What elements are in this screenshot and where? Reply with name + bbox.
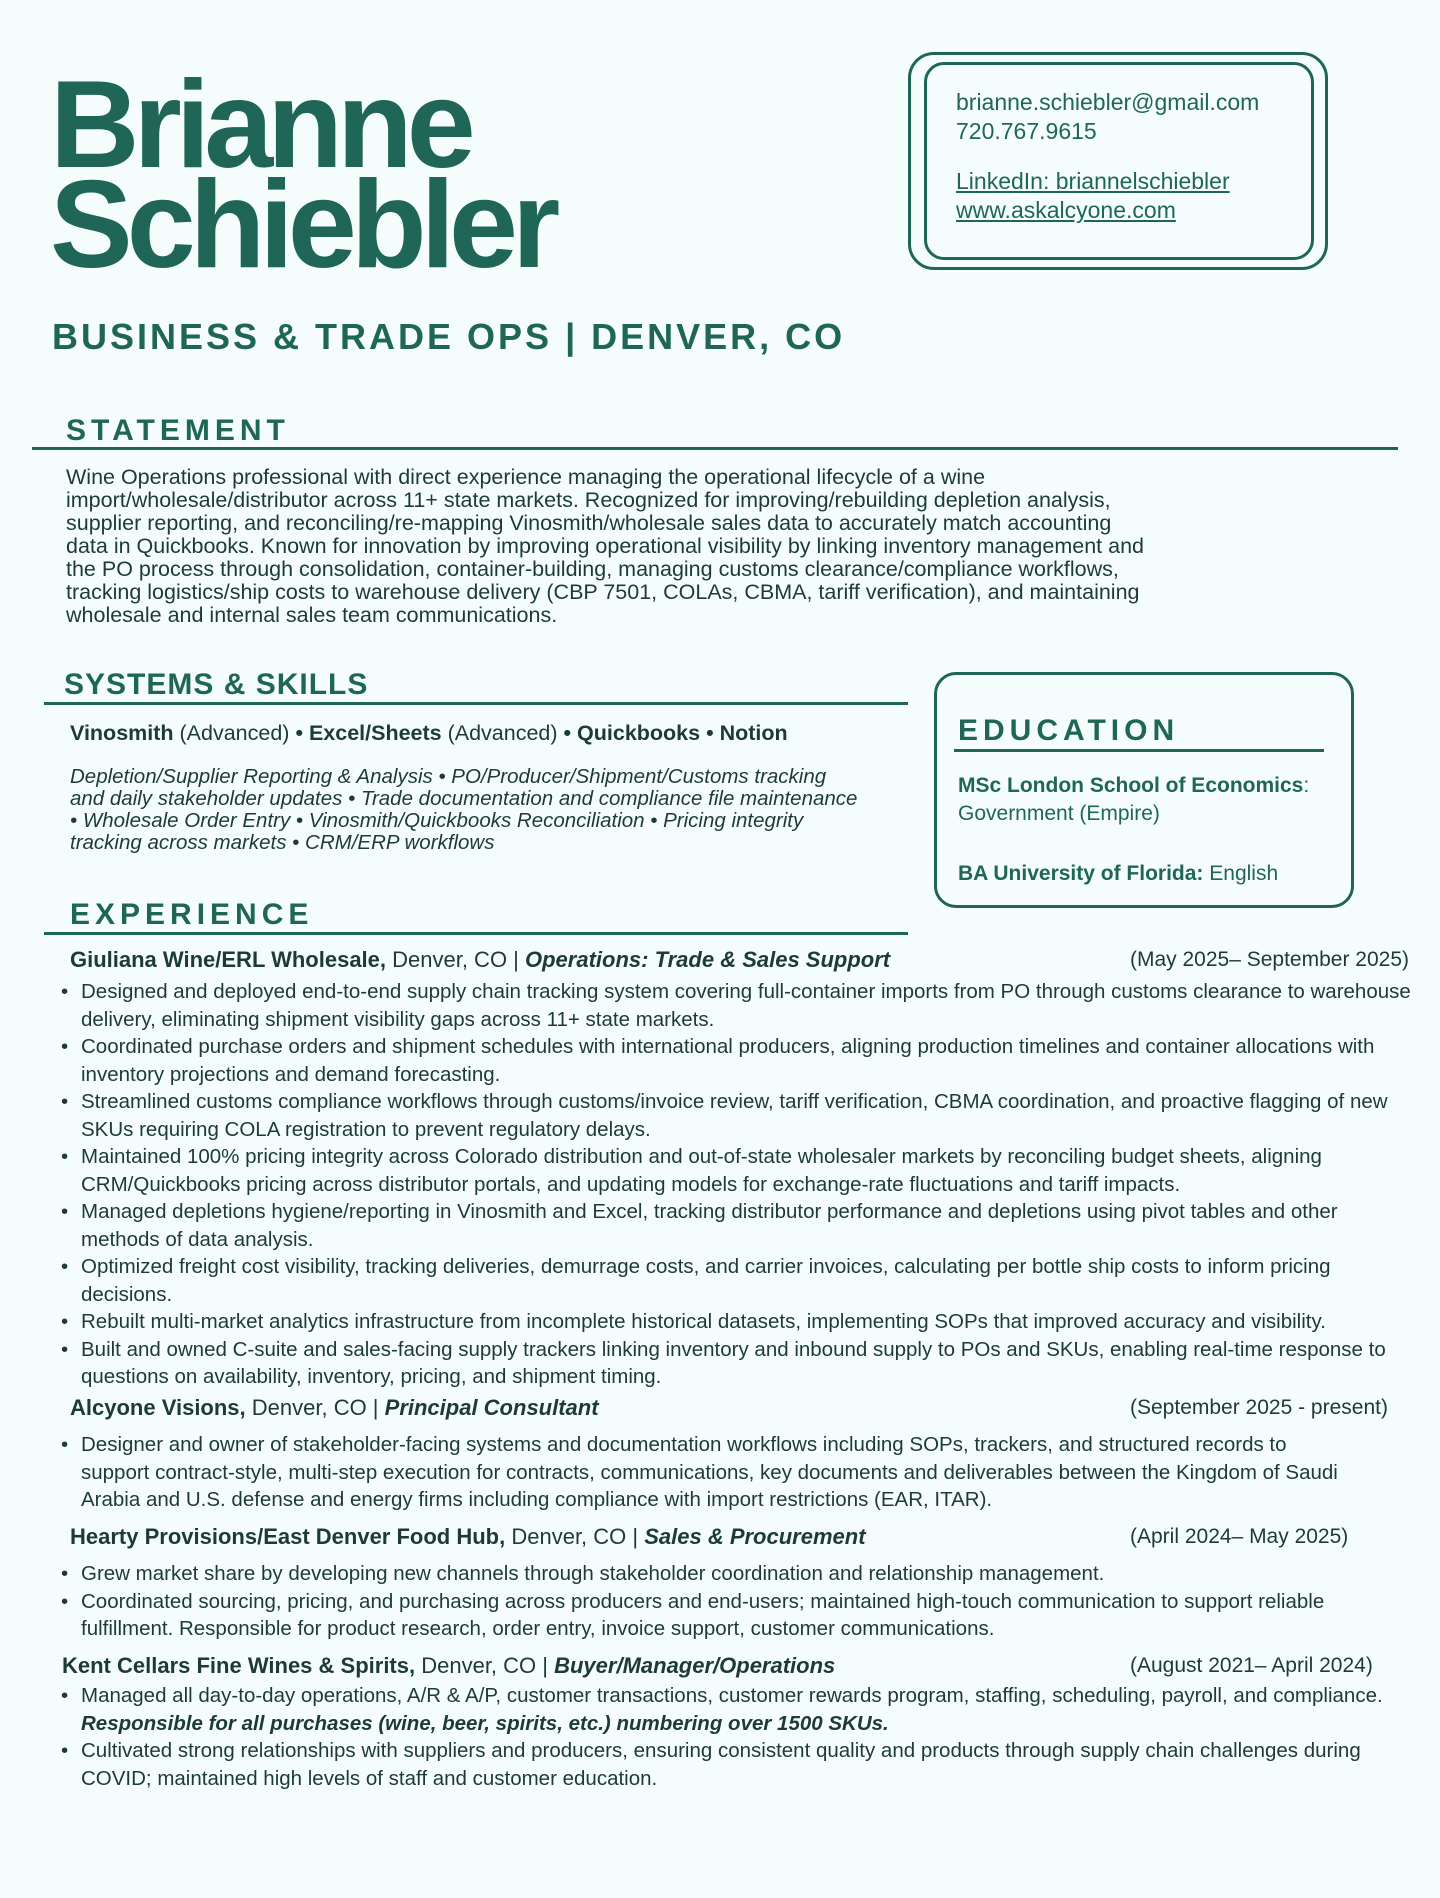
linkedin-link[interactable]: LinkedIn: briannelschiebler	[956, 168, 1230, 194]
job-bullets	[53, 1431, 1343, 1514]
statement-heading: STATEMENT	[66, 414, 290, 447]
list-item: • Optimized freight cost visibility, tracking deliveries, demurrage costs, and carrier invoices, calculating per bottle ship costs to inform pricing decisions.	[53, 1253, 1415, 1308]
skills-list	[70, 766, 920, 854]
job-location: Denver, CO |	[245, 1395, 385, 1420]
subtitle: BUSINESS & TRADE OPS | DENVER, CO	[52, 316, 846, 357]
skills-rule	[44, 702, 908, 705]
job-header	[70, 1394, 599, 1422]
job-header	[70, 1523, 866, 1551]
statement-line: Wine Operations professional with direct experience managing the operational lifecycle of a wine	[66, 465, 986, 489]
email-link[interactable]: brianne.schiebler@gmail.com	[956, 89, 1260, 115]
degree-school: MSc London School of Economics	[958, 774, 1304, 797]
job-role: Principal Consultant	[384, 1395, 599, 1420]
list-item: • Rebuilt multi-market analytics infrastructure from incomplete historical datasets, implementing SOPs that improved accuracy and visibility.	[53, 1308, 1415, 1336]
job-bullets	[53, 1560, 1383, 1643]
degree-field: Government (Empire)	[958, 802, 1160, 825]
skills-heading: SYSTEMS & SKILLS	[64, 668, 369, 701]
statement-line: data in Quickbooks. Known for innovation by improving operational visibility by linking inventory management and	[66, 534, 1144, 558]
company-name: Kent Cellars Fine Wines & Spirits,	[62, 1653, 416, 1678]
experience-heading: EXPERIENCE	[70, 898, 314, 931]
contact-info	[956, 88, 1259, 225]
list-item: • Coordinated purchase orders and shipment schedules with international producers, aligning production timelines and container allocations with inventory projections and demand forecasting.	[53, 1033, 1415, 1088]
statement-line: import/wholesale/distributor across 11+ state markets. Recognized for improving/rebuilding depletion analysis,	[66, 488, 1111, 512]
degree-school: BA University of Florida:	[958, 862, 1204, 885]
job-location: Denver, CO |	[415, 1653, 555, 1678]
first-name: Brianne	[50, 56, 470, 194]
last-name: Schiebler	[50, 156, 555, 294]
statement-text	[66, 466, 1406, 627]
job-role: Operations: Trade & Sales Support	[525, 947, 891, 972]
statement-line: wholesale and internal sales team communications.	[66, 603, 558, 627]
tool-name: Notion	[719, 721, 788, 745]
list-item: • Cultivated strong relationships with suppliers and producers, ensuring consistent quality and products through supply chain challenges during COVID; maintained high levels of staff and customer education.	[53, 1737, 1383, 1792]
job-role: Sales & Procurement	[644, 1524, 866, 1549]
tool-name: Vinosmith	[70, 721, 174, 745]
education-entry: MSc London School of Economics: Government (Empire)	[958, 772, 1338, 828]
job-dates: (August 2021– April 2024)	[1130, 1654, 1373, 1677]
company-name: Giuliana Wine/ERL Wholesale,	[70, 947, 387, 972]
job-location: Denver, CO |	[386, 947, 525, 972]
job-role: Buyer/Manager/Operations	[554, 1653, 836, 1678]
list-item: • Managed depletions hygiene/reporting in Vinosmith and Excel, tracking distributor performance and depletions using pivot tables and other methods of data analysis.	[53, 1198, 1415, 1253]
list-item: • Designer and owner of stakeholder-facing systems and documentation workflows including SOPs, trackers, and structured records to support contract-style, multi-step execution for contracts, communications, key documents and deliverables between the Kingdom of Saudi Arabia and U.S. defense and energy firms including compliance with import restrictions (EAR, ITAR).	[53, 1431, 1343, 1514]
job-header	[70, 946, 890, 974]
company-name: Alcyone Visions,	[70, 1395, 246, 1420]
skills-line: tracking across markets • CRM/ERP workflows	[70, 831, 495, 854]
job-bullets	[53, 978, 1415, 1391]
emphasis-text: Responsible for all purchases (wine, beer, spirits, etc.) numbering over 1500 SKUs.	[81, 1711, 889, 1735]
education-heading: EDUCATION	[958, 714, 1180, 747]
statement-line: the PO process through consolidation, container-building, managing customs clearance/compliance workflows,	[66, 557, 1119, 581]
job-bullets	[53, 1682, 1383, 1792]
tool-level: (Advanced)	[173, 721, 290, 745]
job-dates: (May 2025– September 2025)	[1130, 948, 1409, 971]
name-heading	[50, 56, 555, 294]
list-item: • Streamlined customs compliance workflows through customs/invoice review, tariff verification, CBMA coordination, and proactive flagging of new SKUs requiring COLA registration to prevent regulatory delays.	[53, 1088, 1415, 1143]
phone-number: 720.767.9615	[956, 118, 1097, 144]
experience-rule	[44, 932, 908, 935]
statement-line: supplier reporting, and reconciling/re-mapping Vinosmith/wholesale sales data to accurately match accounting	[66, 511, 1112, 535]
company-name: Hearty Provisions/East Denver Food Hub,	[70, 1524, 506, 1549]
statement-line: tracking logistics/ship costs to warehouse delivery (CBP 7501, COLAs, CBMA, tariff verification), and maintaining	[66, 580, 1140, 604]
job-location: Denver, CO |	[505, 1524, 645, 1549]
tool-level: (Advanced)	[441, 721, 558, 745]
list-item: • Managed all day-to-day operations, A/R & A/P, customer transactions, customer rewards program, staffing, scheduling, payroll, and compliance. Responsible for all purchases (wine, beer, spirits, etc.) numbering over 1500 SKUs.	[53, 1682, 1383, 1737]
list-item: • Built and owned C-suite and sales-facing supply trackers linking inventory and inbound supply to POs and SKUs, enabling real-time response to questions on availability, inventory, pricing, and shipment timing.	[53, 1336, 1415, 1391]
skills-tools: Vinosmith (Advanced) • Excel/Sheets (Advanced) • Quickbooks • Notion	[70, 721, 788, 745]
skills-line: and daily stakeholder updates • Trade documentation and compliance file maintenance	[70, 787, 858, 810]
list-item: • Designed and deployed end-to-end supply chain tracking system covering full-container imports from PO through customs clearance to warehouse delivery, eliminating shipment visibility gaps across 11+ state markets.	[53, 978, 1415, 1033]
skills-line: • Wholesale Order Entry • Vinosmith/Quickbooks Reconciliation • Pricing integrity	[70, 809, 804, 832]
job-dates: (September 2025 - present)	[1130, 1396, 1388, 1419]
skills-line: Depletion/Supplier Reporting & Analysis • PO/Producer/Shipment/Customs tracking	[70, 765, 827, 788]
list-item: • Grew market share by developing new channels through stakeholder coordination and relationship management.	[53, 1560, 1383, 1588]
tool-name: Excel/Sheets	[308, 721, 442, 745]
list-item: • Maintained 100% pricing integrity across Colorado distribution and out-of-state wholesaler markets by reconciling budget sheets, aligning CRM/Quickbooks pricing across distributor portals, and updating models for exchange-rate fluctuations and tariff impacts.	[53, 1143, 1415, 1198]
degree-field: English	[1203, 862, 1279, 885]
job-header	[62, 1652, 835, 1680]
list-item: • Coordinated sourcing, pricing, and purchasing across producers and end-users; maintained high-touch communication to support reliable fulfillment. Responsible for product research, order entry, invoice support, customer communications.	[53, 1588, 1383, 1643]
education-rule	[954, 749, 1324, 752]
statement-rule	[32, 447, 1398, 450]
education-entry	[958, 860, 1338, 888]
website-link[interactable]: www.askalcyone.com	[956, 197, 1176, 223]
tool-name: Quickbooks	[577, 721, 701, 745]
job-dates: (April 2024– May 2025)	[1130, 1525, 1349, 1548]
